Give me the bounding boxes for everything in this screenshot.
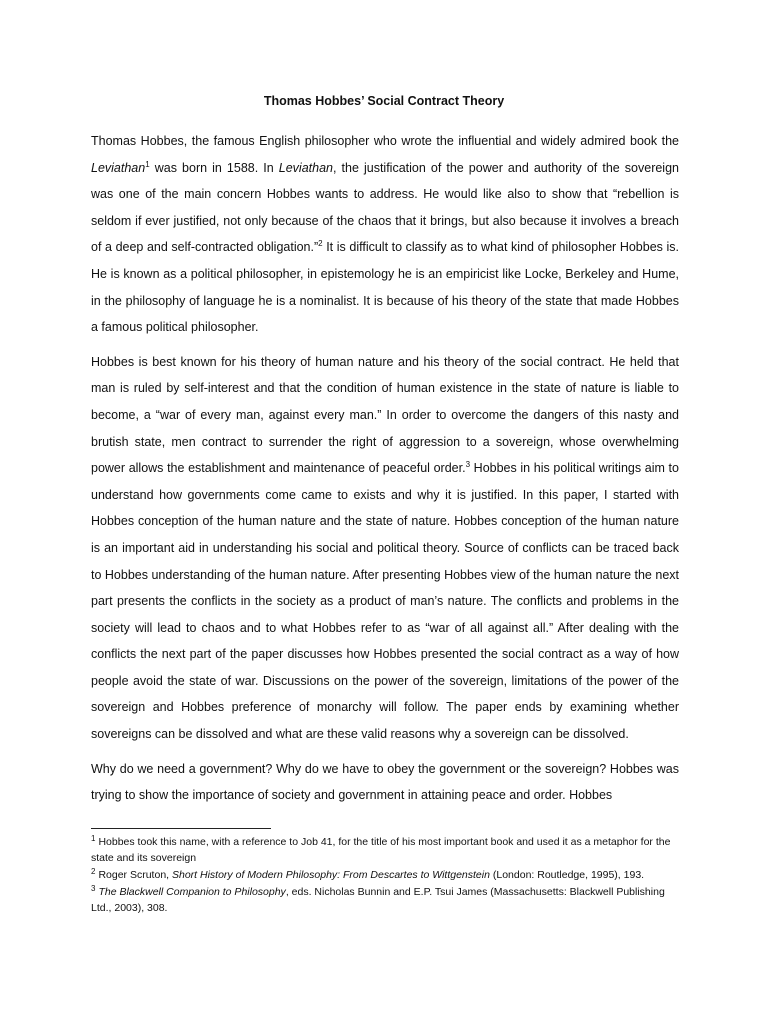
paragraph-3-text: Why do we need a government? Why do we have to obey the government or the sovereign? Hobbes was trying to show the importance of society and government in attaining peace and order. Hobbes — [91, 761, 679, 803]
leviathan-title-1: Leviathan — [91, 160, 146, 175]
footnotes — [91, 834, 679, 917]
paragraph-1-text-a: Thomas Hobbes, the famous English philosopher who wrote the influential and widely admired book the — [91, 134, 679, 148]
footnote-divider — [91, 828, 271, 829]
paragraph-2-text-a: Hobbes is best known for his theory of human nature and his theory of the social contract. He held that man is ruled by self-interest and that the condition of human existence in the state of nature is liable to become, a “war of every man, against every man.” In order to overcome the dangers of this nasty and brutish state, men contract to surrender the right of aggression to a sovereign, whose overwhelming power allows the establishment and maintenance of peaceful order. — [91, 354, 679, 476]
footnote-ref-3[interactable]: 3 — [465, 459, 471, 469]
paragraph-1 — [91, 128, 679, 341]
paragraph-1-text-d: It is difficult to classify as to what kind of philosopher Hobbes is. He is known as a political philosopher, in epistemology he is an empiricist like Locke, Berkeley and Hume, in the philosophy of language he is a nominalist. It is because of his theory of the state that made Hobbes a famous political philosopher. — [91, 240, 679, 335]
paragraph-2 — [91, 349, 679, 748]
footnote-1-text: Hobbes took this name, with a reference to Job 41, for the title of his most important book and used it as a metaphor for the state and its sovereign — [91, 836, 671, 864]
footnote-2 — [91, 867, 679, 883]
footnote-2-text-b: (London: Routledge, 1995), 193. — [489, 869, 645, 881]
paragraph-1-text-b: was born in 1588. In — [149, 160, 279, 175]
paragraph-2-text-b: Hobbes in his political writings aim to understand how governments come came to exists and why it is justified. In this paper, I started with Hobbes conception of the human nature and the state of nature. Hobbes conception of the human nature is an important aid in understanding his social and political theory. Source of conflicts can be traced back to Hobbes understanding of the human nature. After presenting Hobbes view of the human nature the next part presents the conflicts in the society as a product of man’s nature. The conflicts and problems in the society will lead to chaos and to what Hobbes refer to as “war of all against all.” After dealing with the conflicts the next part of the paper discusses how Hobbes presented the social contract as a way of how people avoid the state of war. Discussions on the power of the sovereign, limitations of the power of the sovereign and Hobbes preference of monarchy will follow. The paper ends by examining whether sovereigns can be dissolved and what are these valid reasons why a sovereign can be dissolved. — [91, 461, 679, 742]
footnote-ref-2[interactable]: 2 — [318, 239, 323, 249]
footnote-3 — [91, 884, 679, 916]
paragraph-1-text-c: , the justification of the power and authority of the sovereign was one of the main concern Hobbes wants to address. He would like also to show that “rebellion is seldom if ever justified, not only because of the chaos that it brings, but also because it involves a breach of a deep and self-contracted obligation.” — [91, 160, 679, 255]
footnote-3-text: , eds. Nicholas Bunnin and E.P. Tsui James (Massachusetts: Blackwell Publishing Ltd., 2003), 308. — [91, 886, 665, 914]
footnote-2-book-title: Short History of Modern Philosophy: From Descartes to Wittgenstein — [172, 869, 490, 881]
footnote-ref-1[interactable]: 1 — [145, 159, 150, 169]
footnote-1 — [91, 834, 679, 866]
footnote-3-book-title: The Blackwell Companion to Philosophy — [98, 886, 286, 898]
footnote-3-number: 3 — [91, 883, 96, 893]
footnote-2-number: 2 — [91, 866, 96, 876]
footnote-2-text-a: Roger Scruton, — [98, 869, 172, 881]
paragraph-3 — [91, 756, 679, 809]
document-title: Thomas Hobbes’ Social Contract Theory — [263, 94, 505, 108]
leviathan-title-2: Leviathan — [278, 160, 333, 175]
footnote-1-number: 1 — [91, 833, 96, 843]
document-body — [91, 128, 679, 817]
